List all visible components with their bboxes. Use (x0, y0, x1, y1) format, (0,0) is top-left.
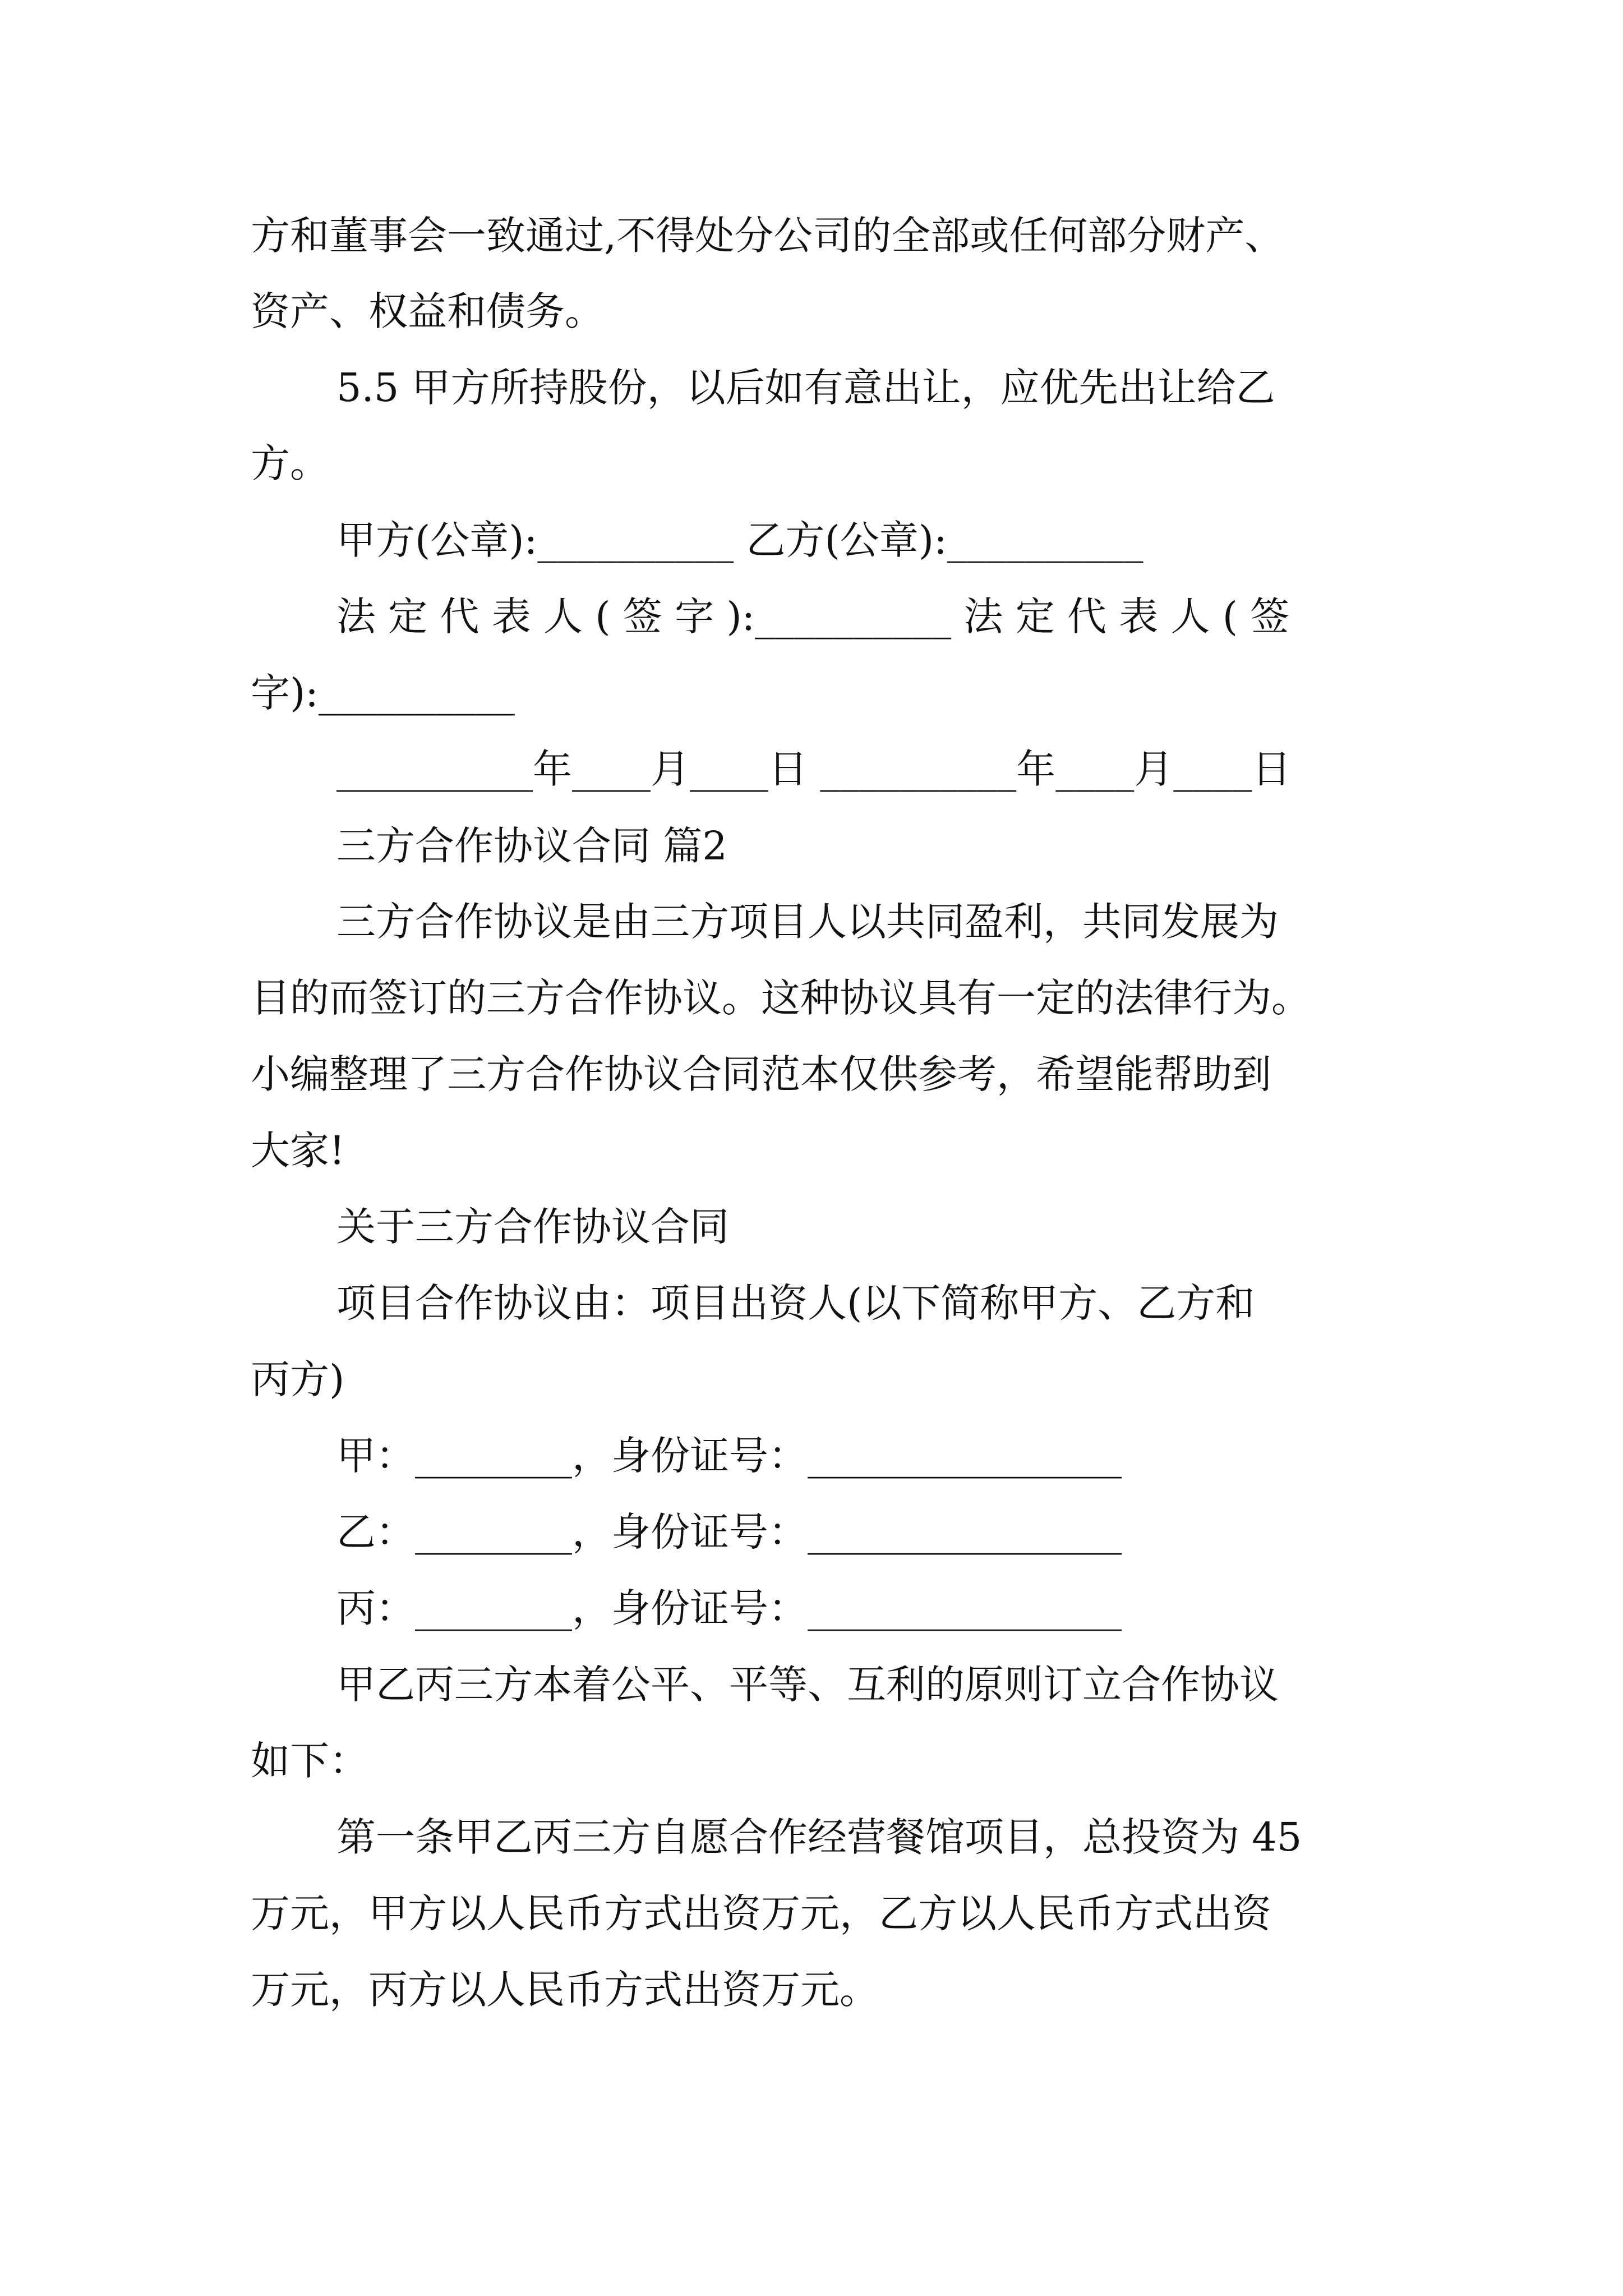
section-heading: 三方合作协议合同 篇2 (336, 823, 727, 869)
date-line: __________年____月____日 __________年____月____日 (336, 746, 1292, 792)
party-line-a: 甲：________，身份证号：________________ (336, 1433, 1122, 1479)
text-line: 目的而签订的三方合作协议。这种协议具有一定的法律行为。 (251, 975, 1311, 1021)
text-line: 甲乙丙三方本着公平、平等、互利的原则订立合作协议 (336, 1662, 1279, 1708)
party-line-b: 乙：________，身份证号：________________ (336, 1509, 1122, 1555)
subheading: 关于三方合作协议合同 (336, 1204, 729, 1250)
party-line-c: 丙：________，身份证号：________________ (336, 1585, 1122, 1631)
signature-line-seal: 甲方(公章):__________ 乙方(公章):__________ (336, 517, 1144, 563)
text-line: 资产、权益和债务。 (251, 288, 604, 334)
text-line: 如下： (251, 1738, 368, 1784)
text-line: 丙方) (251, 1356, 345, 1402)
text-line: 5.5 甲方所持股份，以后如有意出让，应优先出让给乙 (336, 365, 1275, 411)
text-line: 方和董事会一致通过,不得处分公司的全部或任何部分财产、 (251, 213, 1284, 259)
text-line: 万元，丙方以人民币方式出资万元。 (251, 1967, 879, 2013)
signature-line-representative: 法 定 代 表 人 ( 签 字 ):__________ 法 定 代 表 人 ( 签 (336, 593, 1290, 639)
text-line: 万元，甲方以人民币方式出资万元，乙方以人民币方式出资 (251, 1890, 1271, 1936)
text-line: 方。 (251, 440, 329, 486)
text-line: 项目合作协议由：项目出资人(以下简称甲方、乙方和 (336, 1280, 1255, 1326)
text-line: 字):__________ (251, 670, 515, 716)
text-line: 三方合作协议是由三方项目人以共同盈利，共同发展为 (336, 899, 1279, 945)
text-line: 小编整理了三方合作协议合同范本仅供参考，希望能帮助到 (251, 1051, 1271, 1097)
article-line: 第一条甲乙丙三方自愿合作经营餐馆项目，总投资为 45 (336, 1814, 1302, 1860)
text-line: 大家! (251, 1128, 345, 1174)
